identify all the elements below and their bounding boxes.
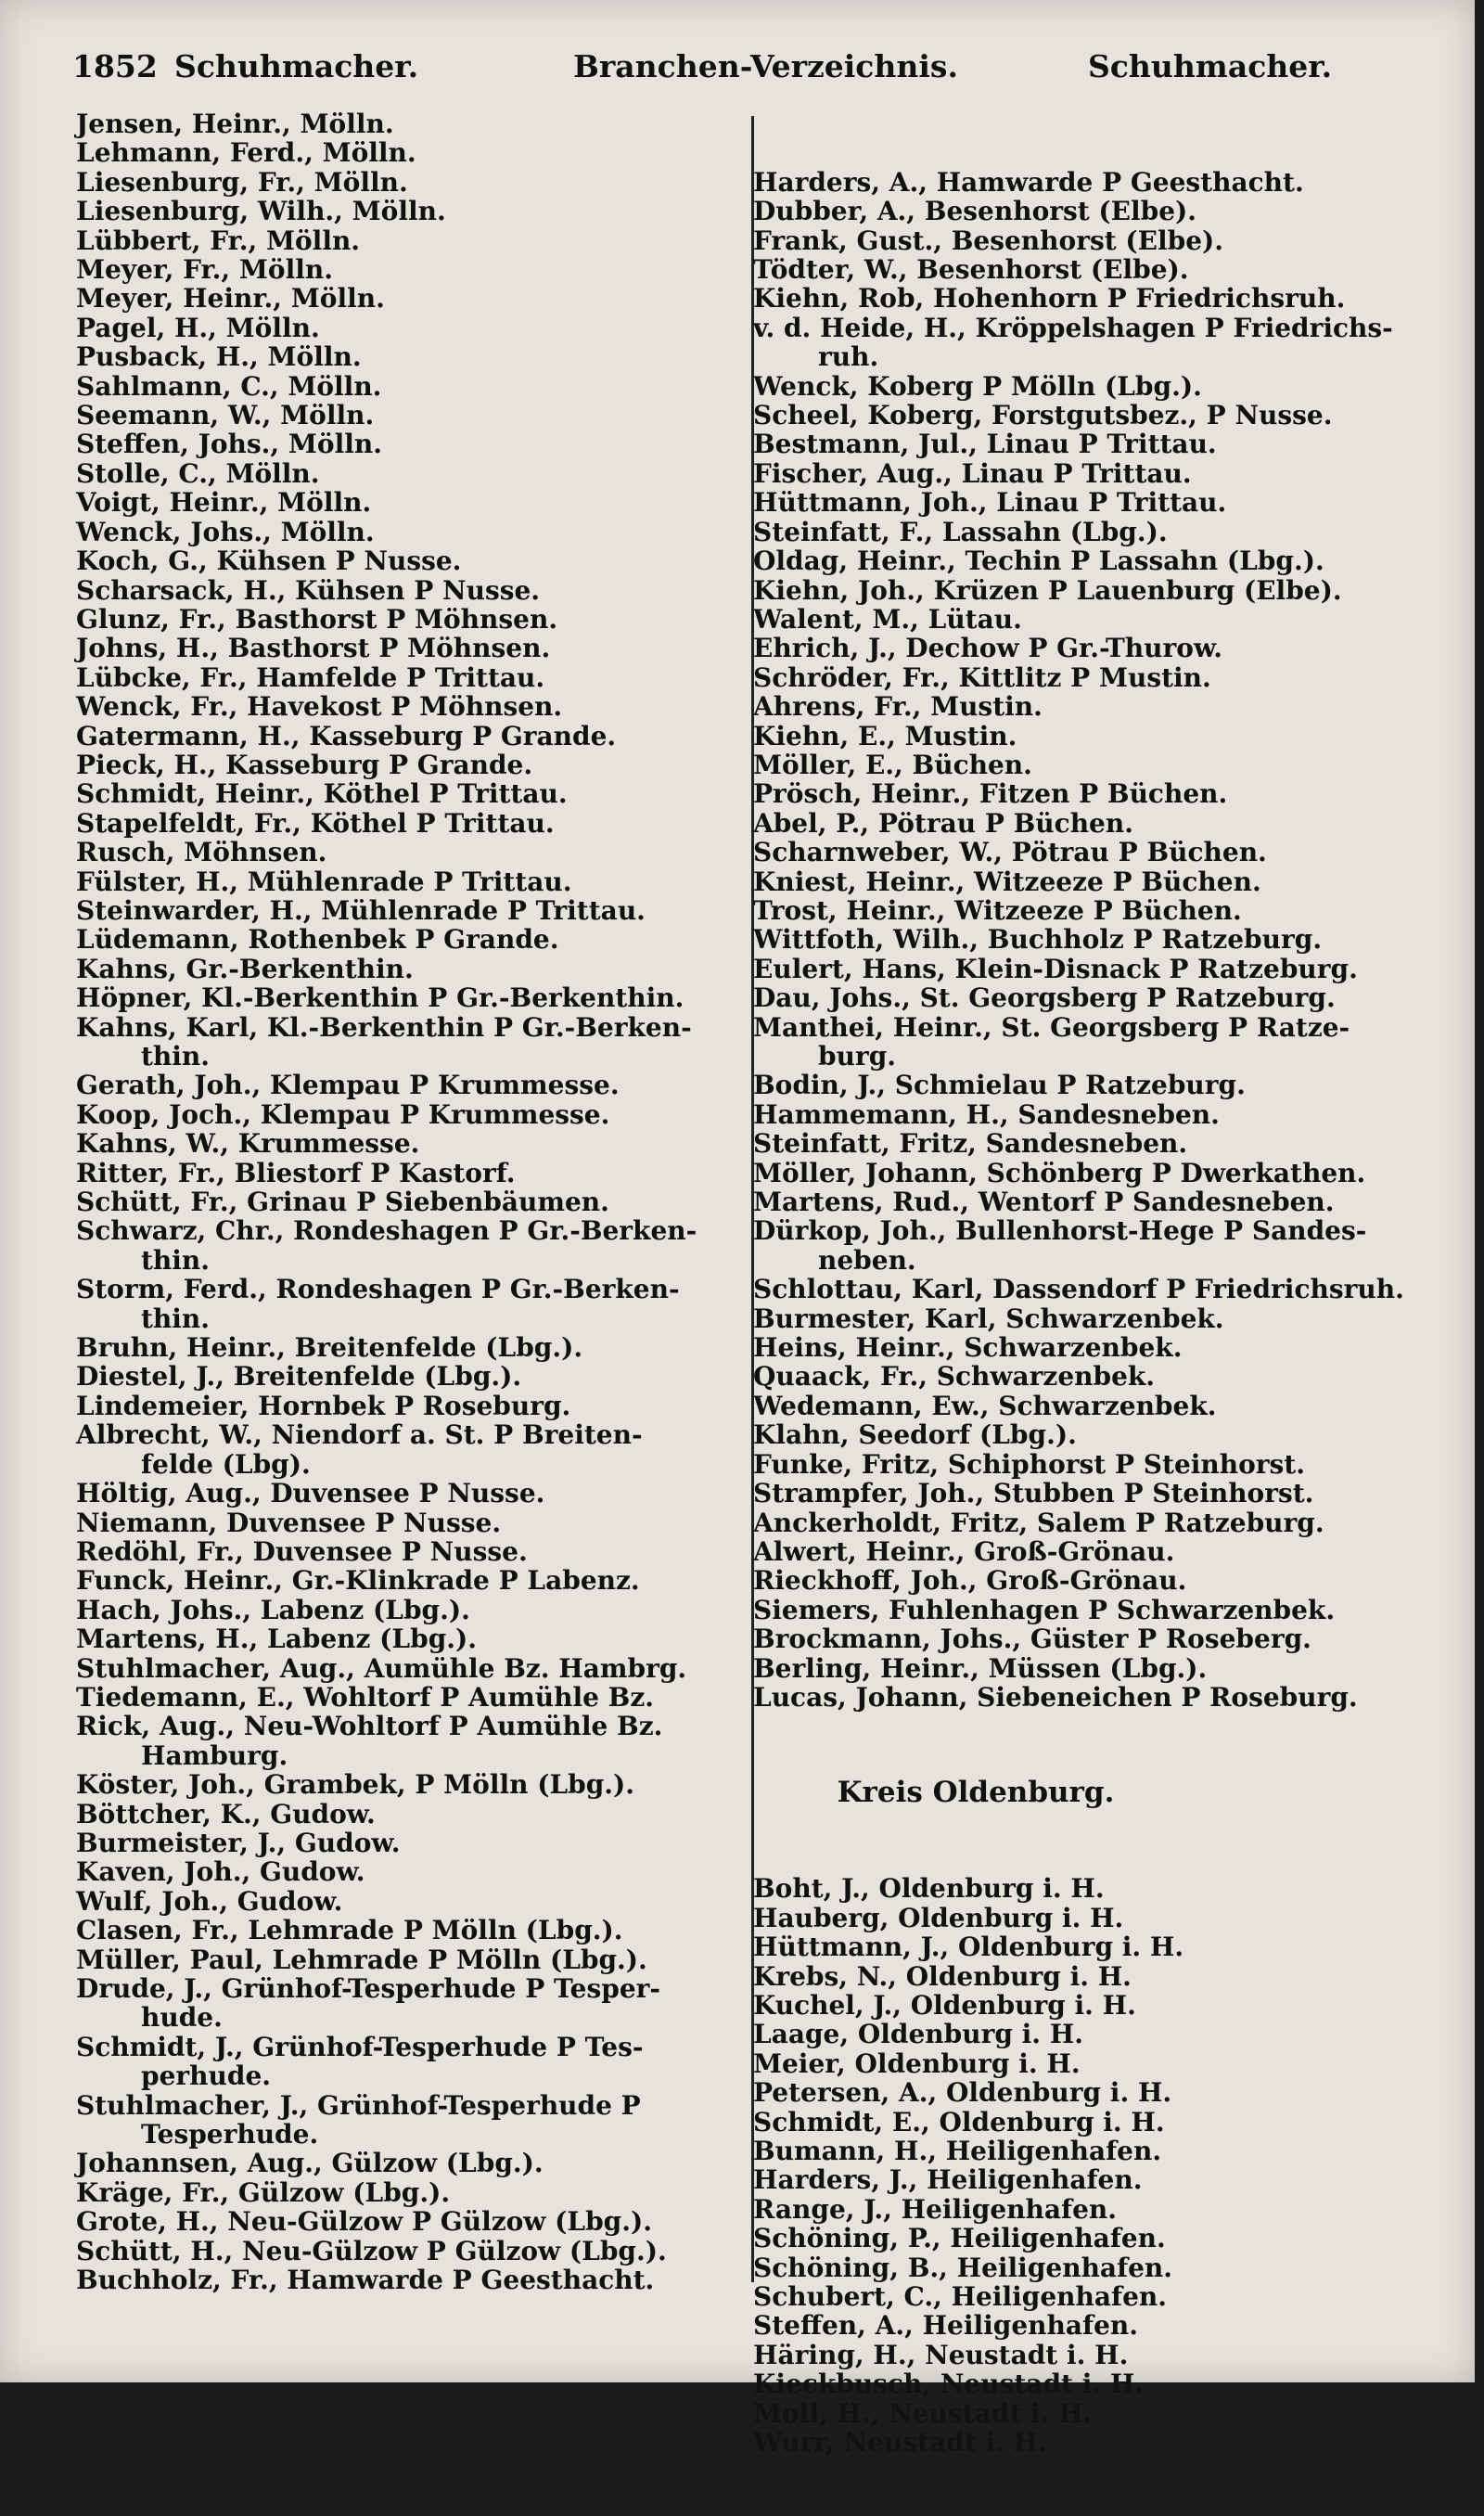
directory-entry: Hach, Johs., Labenz (Lbg.). bbox=[76, 1594, 470, 1625]
directory-entry: Albrecht, W., Niendorf a. St. P Breiten- bbox=[76, 1419, 643, 1451]
directory-entry: Buchholz, Fr., Hamwarde P Geesthacht. bbox=[76, 2265, 655, 2296]
directory-entry: Ehrich, J., Dechow P Gr.-Thurow. bbox=[753, 633, 1222, 664]
directory-entry-continuation: neben. bbox=[818, 1244, 916, 1276]
directory-entry: Koch, G., Kühsen P Nusse. bbox=[76, 546, 462, 577]
directory-entry: Boht, J., Oldenburg i. H. bbox=[753, 1873, 1105, 1905]
directory-entry: Kiehn, Rob, Hohenhorn P Friedrichsruh. bbox=[753, 283, 1346, 314]
directory-entry: Scharnweber, W., Pötrau P Büchen. bbox=[753, 837, 1267, 868]
directory-entry: Bruhn, Heinr., Breitenfelde (Lbg.). bbox=[76, 1332, 583, 1364]
directory-entry: Anckerholdt, Fritz, Salem P Ratzeburg. bbox=[753, 1507, 1324, 1538]
directory-entry: Steinfatt, F., Lassahn (Lbg.). bbox=[753, 516, 1168, 547]
directory-entry-continuation: thin. bbox=[141, 1244, 211, 1276]
directory-entry: Moll, H., Neustadt i. H. bbox=[753, 2397, 1093, 2429]
directory-entry: Funke, Fritz, Schiphorst P Steinhorst. bbox=[753, 1448, 1305, 1480]
directory-entry: Kiehn, Joh., Krüzen P Lauenburg (Elbe). bbox=[753, 574, 1342, 606]
directory-entry: Sahlmann, C., Mölln. bbox=[76, 370, 382, 402]
directory-entry: Lucas, Johann, Siebeneichen P Roseburg. bbox=[753, 1681, 1358, 1713]
directory-entry: Hauberg, Oldenburg i. H. bbox=[753, 1902, 1124, 1933]
directory-entry: Glunz, Fr., Basthorst P Möhnsen. bbox=[76, 603, 558, 635]
directory-entry: Koop, Joch., Klempau P Krummesse. bbox=[76, 1098, 610, 1130]
directory-entry: Schlottau, Karl, Dassendorf P Friedrichsruh. bbox=[753, 1274, 1404, 1305]
directory-entry: Burmester, Karl, Schwarzenbek. bbox=[753, 1303, 1224, 1334]
right-column-entries bbox=[753, 168, 1402, 1713]
left-column bbox=[76, 109, 739, 2294]
directory-entry: Kaven, Joh., Gudow. bbox=[76, 1856, 365, 1888]
directory-entry-continuation: thin. bbox=[141, 1041, 211, 1072]
page-header bbox=[72, 48, 1333, 95]
directory-entry: Meyer, Heinr., Mölln. bbox=[76, 283, 385, 314]
directory-entry-continuation: felde (Lbg). bbox=[141, 1448, 311, 1480]
directory-entry: Berling, Heinr., Müssen (Lbg.). bbox=[753, 1652, 1208, 1684]
header-center-title: Branchen-Verzeichnis. bbox=[573, 48, 958, 84]
directory-entry-continuation: Tesperhude. bbox=[141, 2119, 319, 2150]
directory-entry: Prösch, Heinr., Fitzen P Büchen. bbox=[753, 778, 1228, 810]
directory-entry: Pieck, H., Kasseburg P Grande. bbox=[76, 749, 533, 780]
directory-entry-continuation: burg. bbox=[818, 1041, 897, 1072]
directory-entry: Hüttmann, J., Oldenburg i. H. bbox=[753, 1932, 1184, 1963]
directory-entry: Wenck, Koberg P Mölln (Lbg.). bbox=[753, 370, 1202, 402]
directory-entry: Rick, Aug., Neu-Wohltorf P Aumühle Bz. bbox=[76, 1711, 663, 1742]
directory-entry: Tödter, W., Besenhorst (Elbe). bbox=[753, 254, 1189, 286]
directory-entry: Harders, J., Heiligenhafen. bbox=[753, 2164, 1143, 2196]
directory-entry: Kieckbusch, Neustadt i. H. bbox=[753, 2368, 1145, 2400]
directory-entry: Böttcher, K., Gudow. bbox=[76, 1798, 376, 1829]
header-left-title: Schuhmacher. bbox=[174, 48, 419, 84]
directory-entry: Kahns, W., Krummesse. bbox=[76, 1128, 420, 1160]
directory-entry-continuation: thin. bbox=[141, 1303, 211, 1334]
directory-entry: Wenck, Johs., Mölln. bbox=[76, 516, 375, 547]
directory-entry: Abel, P., Pötrau P Büchen. bbox=[753, 807, 1133, 839]
directory-entry: Hammemann, H., Sandesneben. bbox=[753, 1098, 1220, 1130]
directory-entry: Rusch, Möhnsen. bbox=[76, 837, 327, 868]
directory-entry: Burmeister, J., Gudow. bbox=[76, 1827, 401, 1858]
directory-entry: Schmidt, Heinr., Köthel P Trittau. bbox=[76, 778, 568, 810]
directory-entry: Müller, Paul, Lehmrade P Mölln (Lbg.). bbox=[76, 1944, 647, 1975]
directory-entry: Eulert, Hans, Klein-Disnack P Ratzeburg. bbox=[753, 953, 1358, 984]
directory-entry: Schmidt, J., Grünhof-Tesperhude P Tes- bbox=[76, 2031, 644, 2062]
directory-entry: Liesenburg, Fr., Mölln. bbox=[76, 166, 408, 198]
directory-entry: Lindemeier, Hornbek P Roseburg. bbox=[76, 1390, 571, 1421]
directory-entry: Dau, Johs., St. Georgsberg P Ratzeburg. bbox=[753, 982, 1336, 1014]
directory-entry: Höltig, Aug., Duvensee P Nusse. bbox=[76, 1478, 545, 1509]
directory-entry: Trost, Heinr., Witzeeze P Büchen. bbox=[753, 894, 1242, 926]
directory-entry: Höpner, Kl.-Berkenthin P Gr.-Berkenthin. bbox=[76, 982, 684, 1014]
directory-entry: Stolle, C., Mölln. bbox=[76, 457, 320, 489]
directory-entry: Heins, Heinr., Schwarzenbek. bbox=[753, 1332, 1183, 1364]
directory-entry: Lehmann, Ferd., Mölln. bbox=[76, 137, 416, 169]
directory-entry: Häring, H., Neustadt i. H. bbox=[753, 2339, 1129, 2370]
section-heading: Kreis Oldenburg. bbox=[837, 1776, 1115, 1810]
directory-entry: Drude, J., Grünhof-Tesperhude P Tesper- bbox=[76, 1973, 661, 2004]
directory-entry: Schwarz, Chr., Rondeshagen P Gr.-Berken- bbox=[76, 1215, 697, 1247]
directory-entry: Martens, Rud., Wentorf P Sandesneben. bbox=[753, 1187, 1335, 1218]
page-number: 1852 bbox=[72, 48, 158, 84]
directory-entry: Bumann, H., Heiligenhafen. bbox=[753, 2136, 1162, 2167]
directory-entry: Harders, A., Hamwarde P Geesthacht. bbox=[753, 166, 1304, 198]
directory-entry: Strampfer, Joh., Stubben P Steinhorst. bbox=[753, 1478, 1314, 1509]
directory-entry: Quaack, Fr., Schwarzenbek. bbox=[753, 1361, 1156, 1393]
directory-entry: Manthei, Heinr., St. Georgsberg P Ratze- bbox=[753, 1011, 1350, 1043]
directory-entry: Frank, Gust., Besenhorst (Elbe). bbox=[753, 225, 1224, 256]
directory-entry: Fischer, Aug., Linau P Trittau. bbox=[753, 457, 1192, 489]
directory-entry-continuation: perhude. bbox=[141, 2060, 271, 2092]
directory-entry: Siemers, Fuhlenhagen P Schwarzenbek. bbox=[753, 1594, 1336, 1625]
directory-entry: Grote, H., Neu-Gülzow P Gülzow (Lbg.). bbox=[76, 2206, 652, 2238]
directory-entry: Petersen, A., Oldenburg i. H. bbox=[753, 2077, 1172, 2109]
directory-entry: Schöning, B., Heiligenhafen. bbox=[753, 2252, 1173, 2283]
directory-entry: Liesenburg, Wilh., Mölln. bbox=[76, 196, 446, 227]
directory-entry: Bodin, J., Schmielau P Ratzeburg. bbox=[753, 1070, 1246, 1101]
directory-entry: Wittfoth, Wilh., Buchholz P Ratzeburg. bbox=[753, 924, 1323, 956]
directory-entry: Walent, M., Lütau. bbox=[753, 603, 1022, 635]
directory-entry: Fülster, H., Mühlenrade P Trittau. bbox=[76, 866, 572, 897]
directory-entry: Tiedemann, E., Wohltorf P Aumühle Bz. bbox=[76, 1681, 654, 1713]
directory-entry: Scheel, Koberg, Forstgutsbez., P Nusse. bbox=[753, 400, 1333, 431]
directory-entry: Dubber, A., Besenhorst (Elbe). bbox=[753, 196, 1197, 227]
directory-entry: Schöning, P., Heiligenhafen. bbox=[753, 2223, 1166, 2254]
directory-entry: Rieckhoff, Joh., Groß-Grönau. bbox=[753, 1565, 1187, 1597]
header-right-title: Schuhmacher. bbox=[1088, 48, 1333, 84]
directory-entry: Lübcke, Fr., Hamfelde P Trittau. bbox=[76, 661, 545, 693]
directory-entry: Steinfatt, Fritz, Sandesneben. bbox=[753, 1128, 1188, 1160]
directory-entry: Lüdemann, Rothenbek P Grande. bbox=[76, 924, 559, 956]
directory-entry: Laage, Oldenburg i. H. bbox=[753, 2019, 1083, 2050]
directory-entry: Kniest, Heinr., Witzeeze P Büchen. bbox=[753, 866, 1261, 897]
directory-entry: Kuchel, J., Oldenburg i. H. bbox=[753, 1990, 1136, 2021]
directory-entry: v. d. Heide, H., Kröppelshagen P Friedrichs- bbox=[753, 312, 1393, 343]
directory-entry: Stuhlmacher, J., Grünhof-Tesperhude P bbox=[76, 2089, 641, 2121]
directory-entry: Clasen, Fr., Lehmrade P Mölln (Lbg.). bbox=[76, 1915, 623, 1946]
directory-entry: Stuhlmacher, Aug., Aumühle Bz. Hambrg. bbox=[76, 1652, 687, 1684]
directory-entry: Steinwarder, H., Mühlenrade P Trittau. bbox=[76, 894, 646, 926]
directory-entry: Pagel, H., Mölln. bbox=[76, 312, 320, 343]
directory-entry: Storm, Ferd., Rondeshagen P Gr.-Berken- bbox=[76, 1274, 680, 1305]
directory-entry: Johannsen, Aug., Gülzow (Lbg.). bbox=[76, 2148, 544, 2179]
directory-entry: Wenck, Fr., Havekost P Möhnsen. bbox=[76, 691, 563, 723]
directory-entry: Dürkop, Joh., Bullenhorst-Hege P Sandes- bbox=[753, 1215, 1367, 1247]
directory-entry: Kräge, Fr., Gülzow (Lbg.). bbox=[76, 2176, 451, 2208]
directory-entry: Pusback, H., Mölln. bbox=[76, 341, 362, 373]
directory-entry: Hüttmann, Joh., Linau P Trittau. bbox=[753, 487, 1227, 519]
directory-entry: Gerath, Joh., Klempau P Krummesse. bbox=[76, 1070, 620, 1101]
directory-entry: Stapelfeldt, Fr., Köthel P Trittau. bbox=[76, 807, 555, 839]
directory-entry: Wedemann, Ew., Schwarzenbek. bbox=[753, 1390, 1217, 1421]
directory-entry: Köster, Joh., Grambek, P Mölln (Lbg.). bbox=[76, 1769, 635, 1801]
directory-entry: Krebs, N., Oldenburg i. H. bbox=[753, 1960, 1132, 1992]
directory-entry: Gatermann, H., Kasseburg P Grande. bbox=[76, 720, 617, 751]
directory-entry: Scharsack, H., Kühsen P Nusse. bbox=[76, 574, 541, 606]
directory-entry: Brockmann, Johs., Güster P Roseberg. bbox=[753, 1624, 1311, 1655]
directory-entry-continuation: Hamburg. bbox=[141, 1739, 288, 1771]
directory-entry: Klahn, Seedorf (Lbg.). bbox=[753, 1419, 1077, 1451]
directory-entry: Wulf, Joh., Gudow. bbox=[76, 1885, 343, 1917]
directory-entry: Schubert, C., Heiligenhafen. bbox=[753, 2281, 1167, 2313]
directory-entry: Schütt, Fr., Grinau P Siebenbäumen. bbox=[76, 1187, 609, 1218]
directory-entry: Bestmann, Jul., Linau P Trittau. bbox=[753, 429, 1217, 460]
directory-entry: Funck, Heinr., Gr.-Klinkrade P Labenz. bbox=[76, 1565, 640, 1597]
directory-entry: Diestel, J., Breitenfelde (Lbg.). bbox=[76, 1361, 522, 1393]
directory-entry: Voigt, Heinr., Mölln. bbox=[76, 487, 372, 519]
directory-entry: Steffen, A., Heiligenhafen. bbox=[753, 2310, 1138, 2342]
directory-entry-continuation: ruh. bbox=[818, 341, 879, 373]
directory-entry: Alwert, Heinr., Groß-Grönau. bbox=[753, 1535, 1175, 1567]
directory-entry: Möller, Johann, Schönberg P Dwerkathen. bbox=[753, 1157, 1366, 1188]
directory-entry: Kahns, Gr.-Berkenthin. bbox=[76, 953, 414, 984]
directory-entry: Ahrens, Fr., Mustin. bbox=[753, 691, 1043, 723]
directory-entry: Kahns, Karl, Kl.-Berkenthin P Gr.-Berken- bbox=[76, 1011, 692, 1043]
directory-entry-continuation: hude. bbox=[141, 2002, 223, 2034]
directory-entry: Oldag, Heinr., Techin P Lassahn (Lbg.). bbox=[753, 546, 1324, 577]
directory-entry: Schmidt, E., Oldenburg i. H. bbox=[753, 2106, 1165, 2137]
directory-entry: Range, J., Heiligenhafen. bbox=[753, 2193, 1118, 2225]
directory-entry: Steffen, Johs., Mölln. bbox=[76, 429, 382, 460]
directory-entry: Möller, E., Büchen. bbox=[753, 749, 1032, 780]
directory-entry: Schütt, H., Neu-Gülzow P Gülzow (Lbg.). bbox=[76, 2235, 667, 2266]
directory-entry: Jensen, Heinr., Mölln. bbox=[76, 109, 394, 139]
directory-entry: Lübbert, Fr., Mölln. bbox=[76, 225, 361, 256]
directory-entry: Meyer, Fr., Mölln. bbox=[76, 254, 333, 286]
directory-entry: Meier, Oldenburg i. H. bbox=[753, 2047, 1081, 2079]
directory-entry: Johns, H., Basthorst P Möhnsen. bbox=[76, 633, 551, 664]
right-column bbox=[753, 109, 1402, 2515]
directory-entry: Martens, H., Labenz (Lbg.). bbox=[76, 1624, 478, 1655]
directory-entry: Ritter, Fr., Bliestorf P Kastorf. bbox=[76, 1157, 516, 1188]
directory-entry: Wurr, Neustadt i. H. bbox=[753, 2427, 1047, 2458]
directory-entry: Kiehn, E., Mustin. bbox=[753, 720, 1017, 751]
directory-entry: Redöhl, Fr., Duvensee P Nusse. bbox=[76, 1535, 528, 1567]
directory-entry: Niemann, Duvensee P Nusse. bbox=[76, 1507, 502, 1538]
oldenburg-entries bbox=[753, 1874, 1402, 2457]
directory-entry: Schröder, Fr., Kittlitz P Mustin. bbox=[753, 661, 1211, 693]
directory-entry: Seemann, W., Mölln. bbox=[76, 400, 375, 431]
